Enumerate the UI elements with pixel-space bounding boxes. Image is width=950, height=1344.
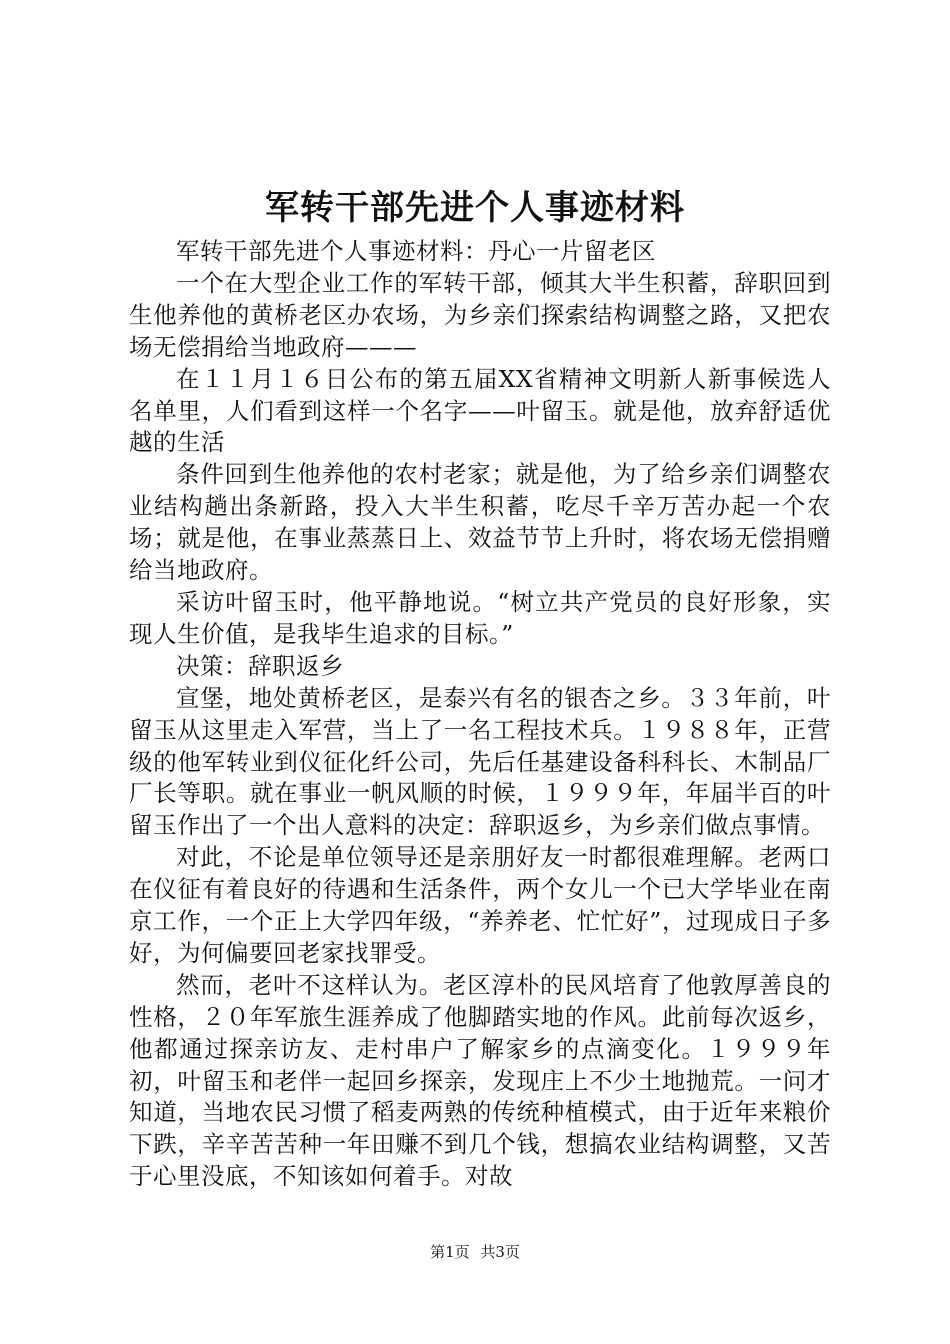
paragraph: 一个在大型企业工作的军转干部，倾其大半生积蓄，辞职回到生他养他的黄桥老区办农场，为乡亲们探索结构调整之路，又把农场无偿捐给当地政府———	[129, 268, 831, 361]
document-title: 军转干部先进个人事迹材料	[265, 188, 685, 228]
page-footer	[0, 1241, 950, 1263]
document-body	[129, 236, 831, 1193]
page-number: 第1页	[430, 1243, 470, 1261]
paragraph: 采访叶留玉时，他平静地说。“树立共产党员的良好形象，实现人生价值，是我毕生追求的目标。”	[129, 587, 831, 648]
paragraph-subtitle: 军转干部先进个人事迹材料：丹心一片留老区	[176, 237, 656, 265]
paragraph: 在１１月１６日公布的第五届XX省精神文明新人新事候选人名单里，人们看到这样一个名字——叶留玉。就是他，放弃舒适优越的生活	[129, 364, 831, 457]
paragraph: 条件回到生他养他的农村老家；就是他，为了给乡亲们调整农业结构趟出条新路，投入大半生积蓄，吃尽千辛万苦办起一个农场；就是他，在事业蒸蒸日上、效益节节上升时，将农场无偿捐赠给当地政府。	[129, 460, 831, 585]
section-heading: 决策：辞职返乡	[176, 651, 344, 680]
paragraph: 宣堡，地处黄桥老区，是泰兴有名的银杏之乡。３３年前，叶留玉从这里走入军营，当上了一名工程技术兵。１９８８年，正营级的他军转业到仪征化纤公司，先后任基建设备科科长、木制品厂厂长等职。就在事业一帆风顺的时候，１９９９年，年届半百的叶留玉作出了一个出人意料的决定：辞职返乡，为乡亲们做点事情。	[129, 683, 831, 840]
paragraph: 然而，老叶不这样认为。老区淳朴的民风培育了他敦厚善良的性格，２０年军旅生涯养成了他脚踏实地的作风。此前每次返乡，他都通过探亲访友、走村串户了解家乡的点滴变化。１９９９年初，叶留玉和老伴一起回乡探亲，发现庄上不少土地抛荒。一问才知道，当地农民习惯了稻麦两熟的传统种植模式，由于近年来粮价下跌，辛辛苦苦种一年田赚不到几个钱，想搞农业结构调整，又苦于心里没底，不知该如何着手。对故	[129, 970, 831, 1191]
paragraph: 对此，不论是单位领导还是亲朋好友一时都很难理解。老两口在仪征有着良好的待遇和生活条件，两个女儿一个已大学毕业在南京工作，一个正上大学四年级，“养养老、忙忙好”，过现成日子多好，为何偏要回老家找罪受。	[129, 843, 831, 967]
page-total: 共3页	[480, 1243, 520, 1261]
